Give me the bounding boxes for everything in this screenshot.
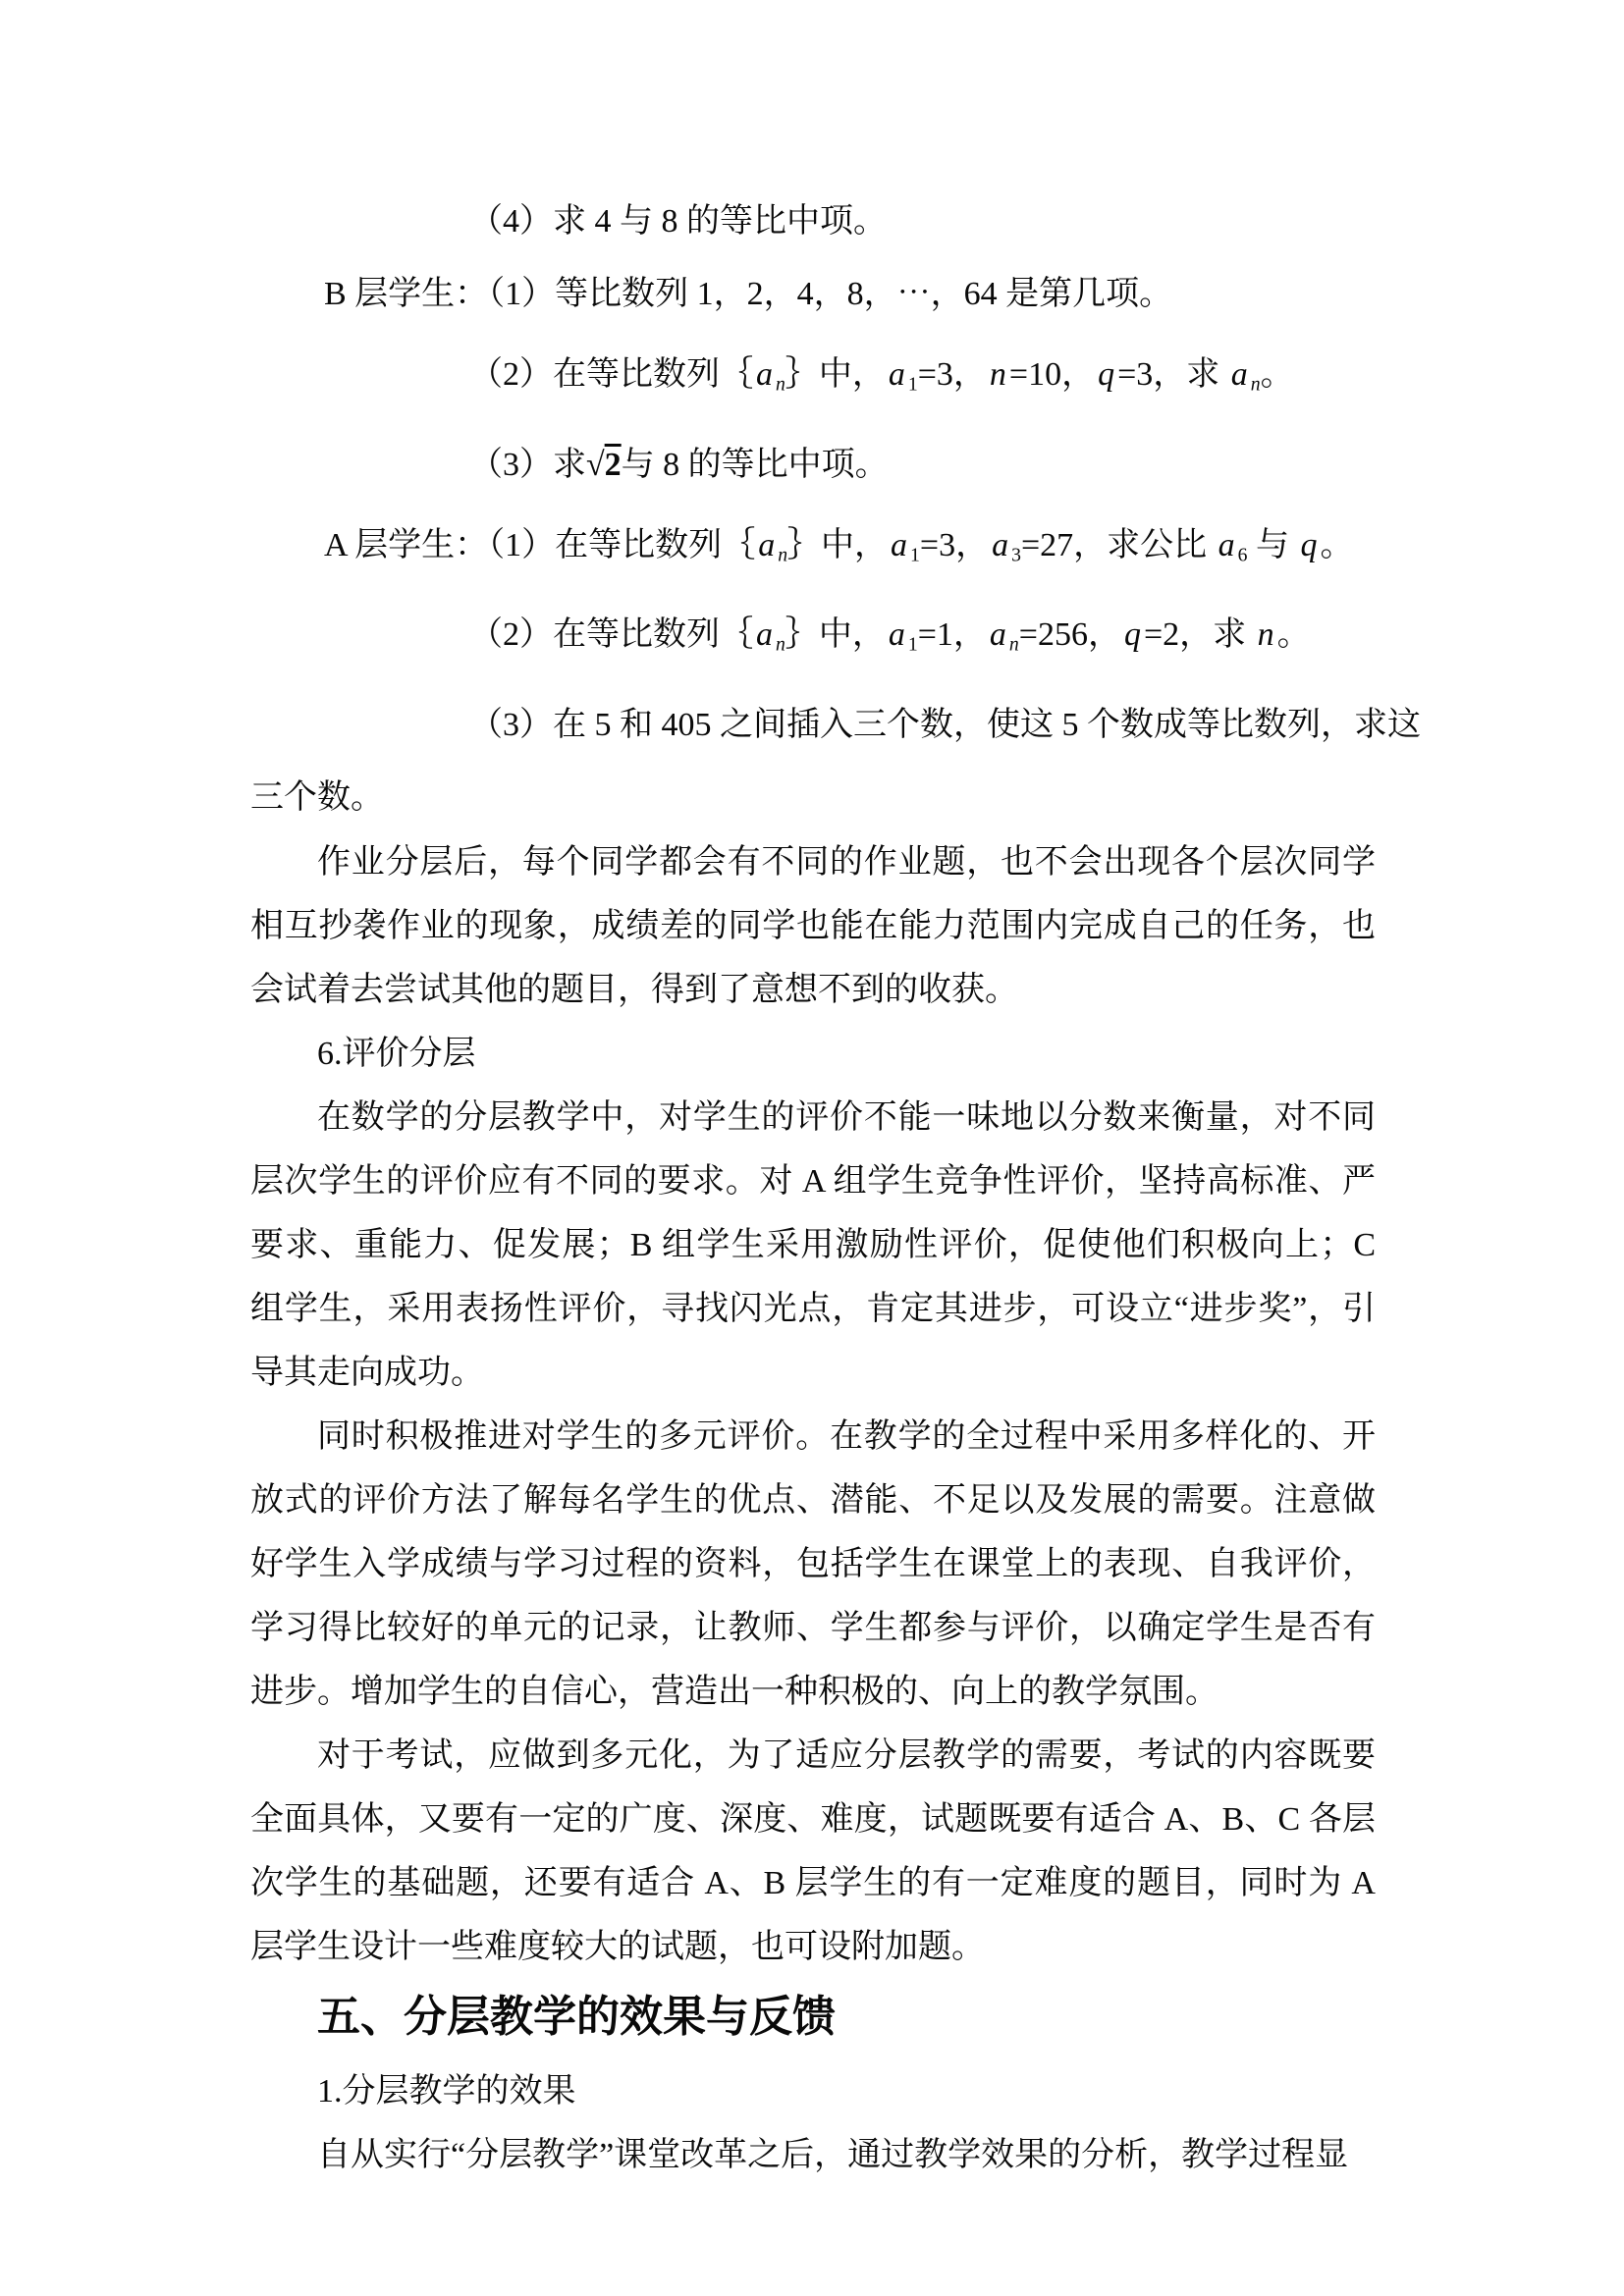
text-run: =27，求公比 (1020, 526, 1216, 563)
body-paragraph: 对于考试，应做到多元化，为了适应分层教学的需要，考试的内容既要全面具体，又要有一定的广度、深度、难度，试题既要有适合 A、B、C 各层次学生的基础题，还要有适合 A、B 层学生的有一定难度的题目，同时为 A 层学生设计一些难度较大的试题，也可设附加题。 (250, 1736, 1376, 1965)
math-subscript: 3 (1011, 544, 1021, 566)
text-run: =3， (919, 526, 990, 563)
math-variable: q (1098, 356, 1115, 393)
math-variable: a (989, 616, 1006, 654)
math-subscript: 1 (907, 373, 918, 396)
text-run: B 层学生：（1）等比数列 1，2，4，8，⋯，64 是第几项。 (324, 276, 1173, 312)
text-run: 。 (1260, 356, 1294, 393)
exercise-line (324, 506, 1376, 596)
math-subscript: n (1250, 373, 1261, 396)
text-run: （3）在 5 和 405 之间插入三个数，使这 5 个数成等比数列，求这 (469, 706, 1421, 743)
math-variable: a (888, 356, 905, 393)
math-variable: a (758, 526, 776, 563)
body-paragraph: 在数学的分层教学中，对学生的评价不能一味地以分数来衡量，对不同层次学生的评价应有不同的要求。对 A 组学生竞争性评价，坚持高标准、严要求、重能力、促发展；B 组学生采用激励性评价，促使他们积极向上；C 组学生，采用表扬性评价，寻找闪光点，肯定其进步，可设立“进步奖”，引导其走向成功。 (250, 1098, 1376, 1391)
text-run: 。 (1276, 616, 1311, 654)
math-variable: q (1123, 616, 1141, 654)
text-run: 与 8 的等比中项。 (621, 446, 889, 483)
math-variable: a (992, 526, 1009, 563)
text-run: （2）在等比数列｛ (469, 616, 753, 654)
text-run: =256， (1018, 616, 1121, 654)
text-run: （2）在等比数列｛ (469, 356, 753, 393)
math-subscript: n (776, 633, 785, 656)
text-run: ｝中， (785, 616, 886, 654)
exercise-line (469, 335, 1376, 425)
text-run: 三个数。 (250, 778, 384, 816)
math-subscript: 1 (907, 633, 918, 656)
math-subscript: n (1008, 633, 1019, 656)
text-run: =2，求 (1143, 616, 1255, 654)
text-run: ｝中， (785, 356, 886, 393)
math-variable: a (1218, 526, 1235, 563)
math-variable: n (1257, 616, 1274, 654)
math-subscript: n (776, 373, 785, 396)
body-paragraph: 1.分层教学的效果 (317, 2072, 576, 2109)
body-paragraph: 6.评价分层 (317, 1035, 476, 1072)
text-run: =3， (917, 356, 987, 393)
math-variable: a (1230, 356, 1248, 393)
text-run: =10， (1008, 356, 1096, 393)
exercise-line (324, 254, 1376, 335)
radical: √ (586, 446, 605, 483)
text-run: 与 (1247, 526, 1298, 563)
radical: 2 (604, 446, 622, 483)
exercise-line (469, 685, 1421, 766)
text-run: =3，求 (1117, 356, 1228, 393)
text-run: =1， (917, 616, 987, 654)
math-variable: a (756, 356, 773, 393)
document-content (250, 189, 1421, 2187)
math-variable: q (1300, 526, 1318, 563)
text-run: （3）求 (469, 446, 586, 483)
body-paragraph: 同时积极推进对学生的多元评价。在教学的全过程中采用多样化的、开放式的评价方法了解每名学生的优点、潜能、不足以及发展的需要。注意做好学生入学成绩与学习过程的资料，包括学生在课堂上的表现、自我评价，学习得比较好的单元的记录，让教师、学生都参与评价，以确定学生是否有进步。增加学生的自信心，营造出一种积极的、向上的教学氛围。 (250, 1417, 1376, 1710)
math-variable: a (888, 616, 905, 654)
text-run: A 层学生：（1）在等比数列｛ (324, 526, 756, 563)
section-heading: 五、分层教学的效果与反馈 (317, 1992, 836, 2041)
exercise-line (469, 425, 1376, 506)
body-paragraph: 作业分层后，每个同学都会有不同的作业题，也不会出现各个层次同学相互抄袭作业的现象，成绩差的同学也能在能力范围内完成自己的任务，也会试着去尝试其他的题目，得到了意想不到的收获。 (250, 843, 1376, 1008)
math-subscript: 1 (910, 544, 920, 566)
math-variable: a (756, 616, 773, 654)
text-run: 。 (1320, 526, 1354, 563)
math-variable: a (891, 526, 908, 563)
math-subscript: 6 (1237, 544, 1248, 566)
math-subscript: n (778, 544, 788, 566)
exercise-line (469, 595, 1376, 685)
text-run: （4）求 4 与 8 的等比中项。 (469, 203, 887, 240)
exercise-line (250, 766, 1376, 830)
body-paragraph: 自从实行“分层教学”课堂改革之后，通过教学效果的分析，教学过程显 (317, 2136, 1349, 2173)
text-run: ｝中， (787, 526, 889, 563)
exercise-line (469, 189, 1376, 254)
math-variable: n (989, 356, 1006, 393)
